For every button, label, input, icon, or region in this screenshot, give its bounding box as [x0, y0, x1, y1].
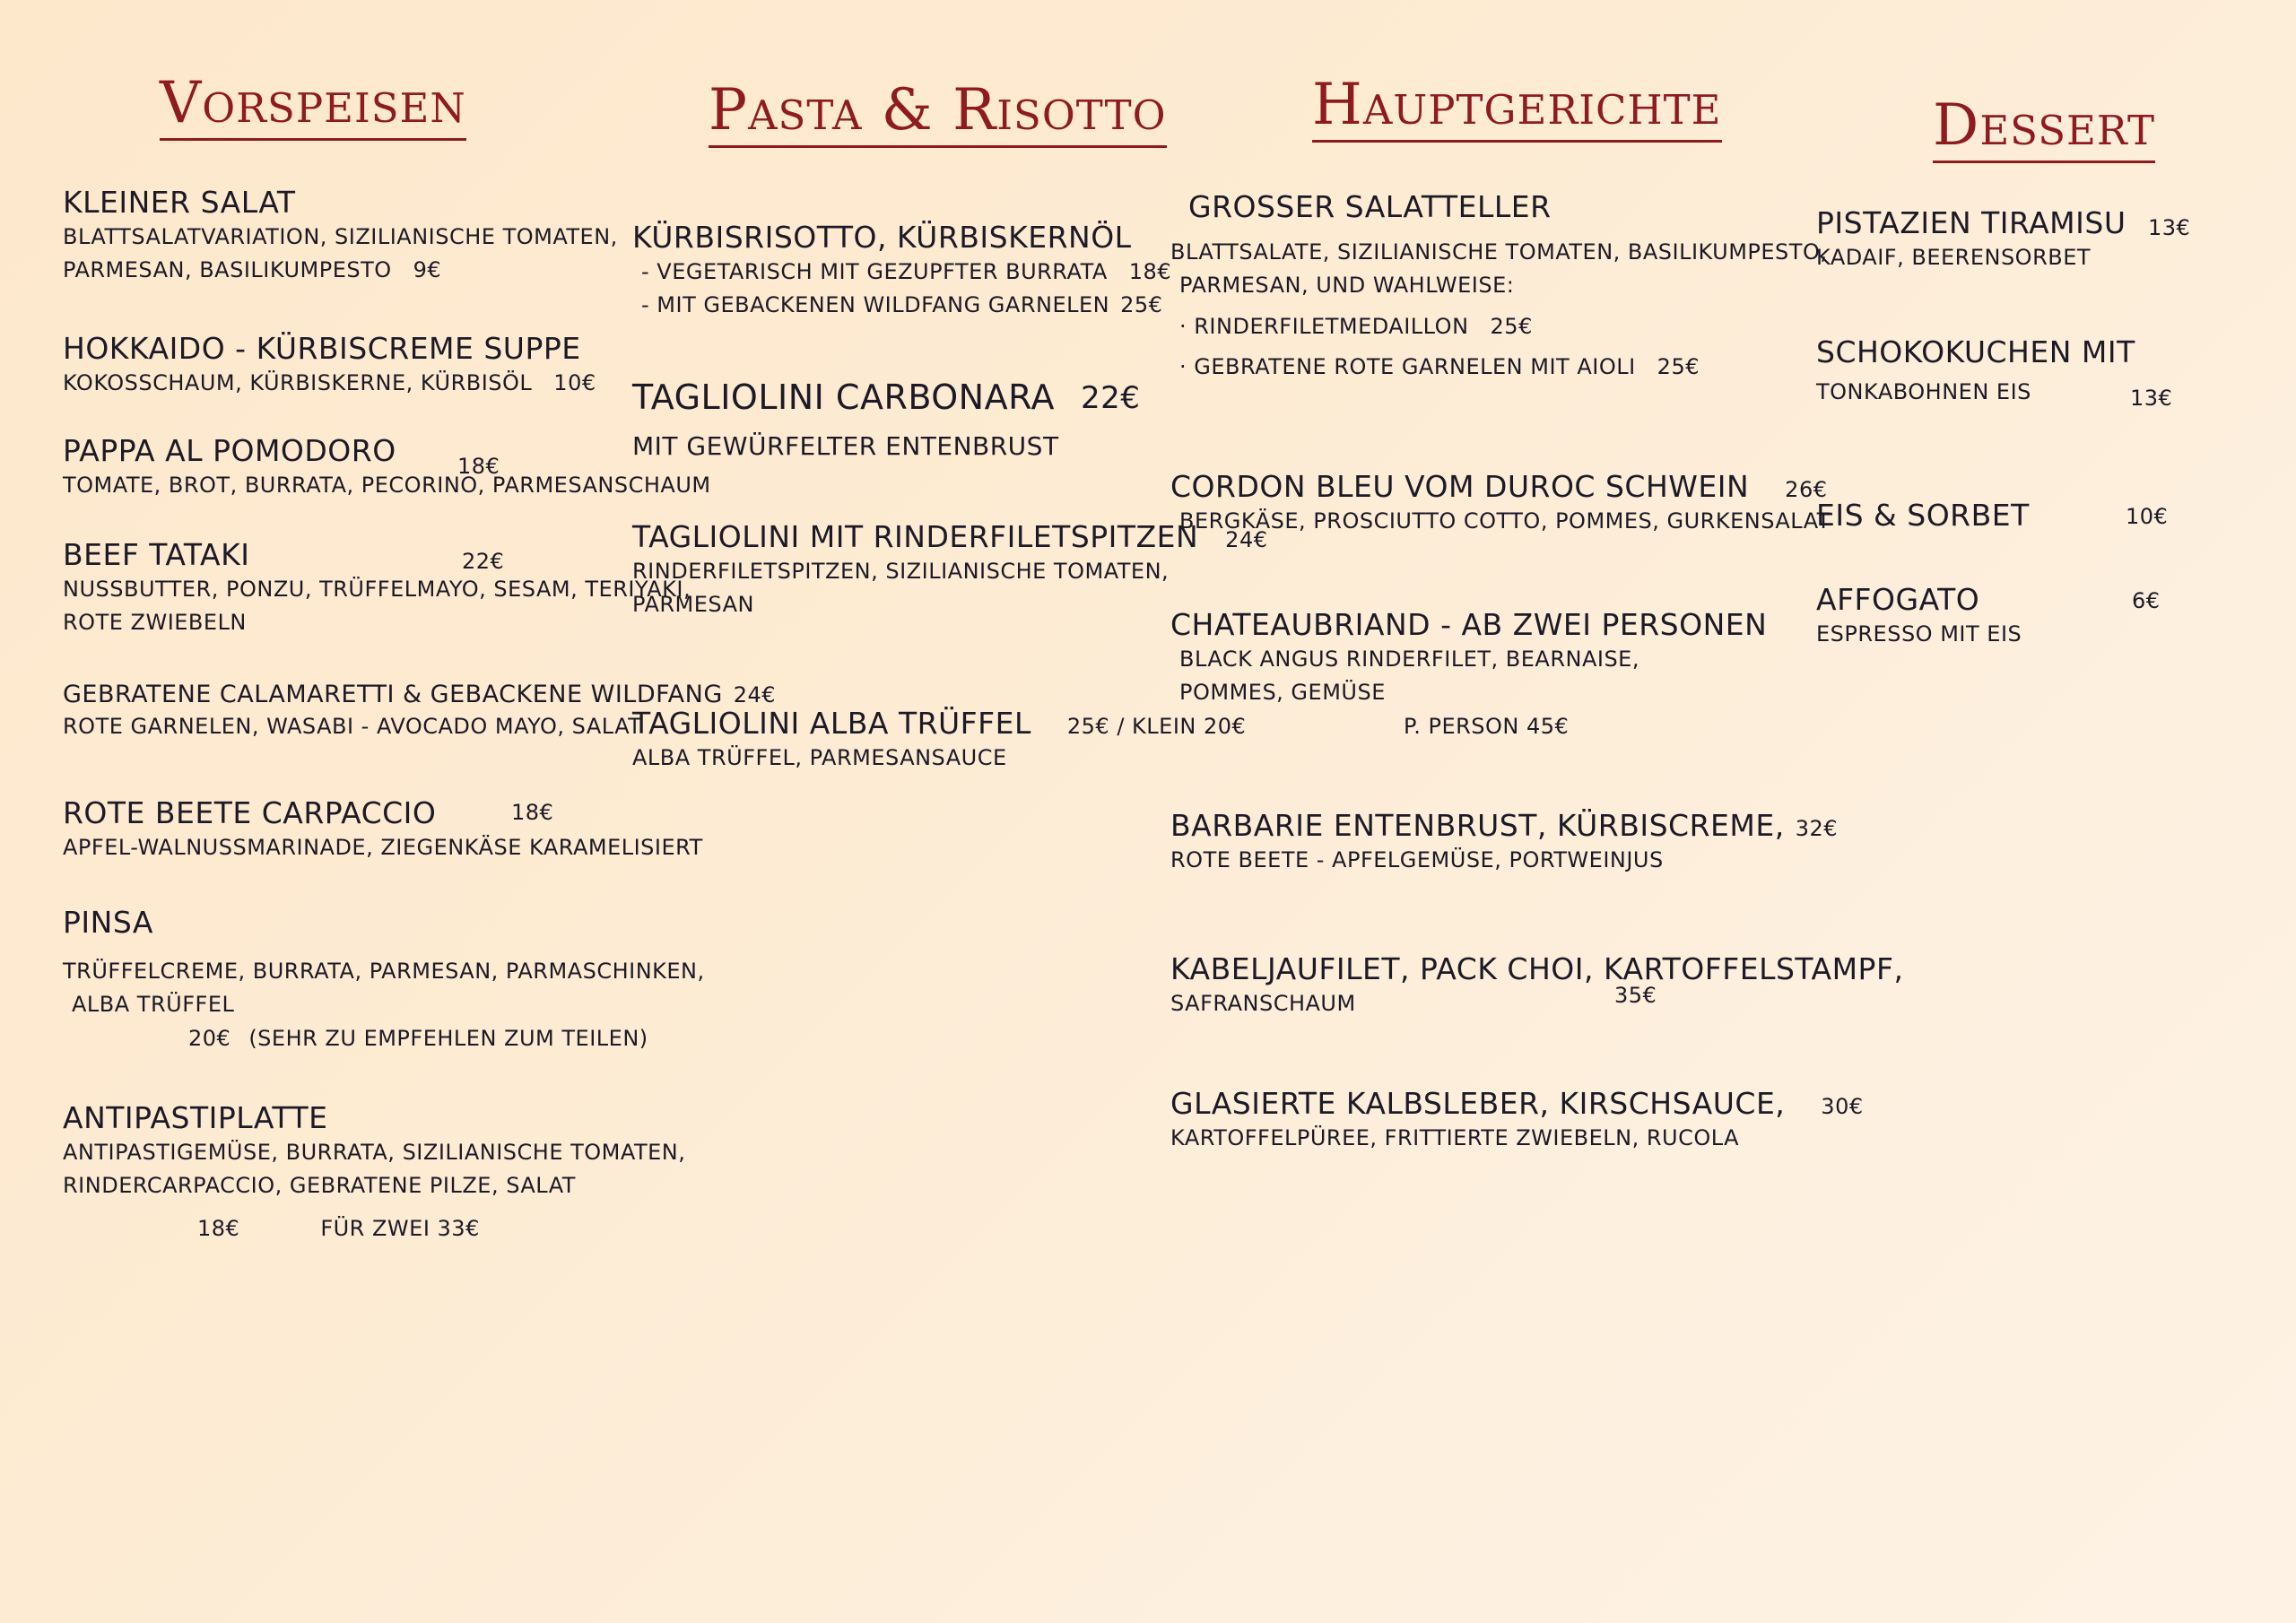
item-description: APFEL-WALNUSSMARINADE, ZIEGENKÄSE KARAMELISIERT	[63, 835, 703, 861]
item-title: ANTIPASTIPLATTE	[63, 1100, 328, 1135]
menu-item-tagliolini-alba-trueffel	[632, 705, 1246, 775]
item-price: 9€	[413, 257, 442, 283]
item-title: BARBARIE ENTENBRUST, KÜRBISCREME,	[1170, 808, 1785, 843]
item-description: BLACK ANGUS RINDERFILET, BEARNAISE,	[1179, 647, 1639, 673]
menu-item-kleiner-salat	[63, 184, 618, 288]
menu-item-kabeljaufilet	[1170, 950, 1903, 1020]
menu-item-cordon-bleu	[1170, 468, 1831, 538]
menu-item-pistazien-tiramisu	[1816, 204, 2191, 274]
item-price: 24€	[1225, 527, 1268, 552]
item-description: ROTE GARNELEN, WASABI - AVOCADO MAYO, SALAT	[63, 713, 642, 739]
item-price: 18€	[511, 800, 554, 825]
item-description: ROTE BEETE - APFELGEMÜSE, PORTWEINJUS	[1170, 847, 1664, 873]
item-option: · GEBRATENE ROTE GARNELEN MIT AIOLI	[1179, 353, 1636, 379]
item-price: 30€	[1821, 1094, 1864, 1119]
menu-item-chateaubriand	[1170, 606, 1767, 743]
item-title: AFFOGATO	[1816, 582, 1980, 617]
item-price: 25€	[1657, 353, 1700, 379]
section-heading-pasta-risotto: Pasta & Risotto	[709, 79, 1167, 148]
section-heading-vorspeisen: Vorspeisen	[160, 72, 466, 141]
item-description: - MIT GEBACKENEN WILDFANG GARNELEN	[641, 292, 1110, 318]
menu-item-barbarie-entenbrust	[1170, 807, 1838, 877]
item-description: TONKABOHNEN EIS	[1816, 379, 2031, 405]
item-price: 25€	[1120, 292, 1163, 318]
menu-item-beef-tataki	[63, 536, 691, 640]
section-heading-hauptgerichte: Hauptgerichte	[1312, 74, 1722, 143]
menu-item-antipastiplatte	[63, 1099, 685, 1245]
item-description: SAFRANSCHAUM	[1170, 991, 1356, 1017]
item-title: ROTE BEETE CARPACCIO	[63, 795, 437, 830]
item-title: CHATEAUBRIAND - AB ZWEI PERSONEN	[1170, 607, 1768, 642]
item-title: PISTAZIEN TIRAMISU	[1816, 205, 2126, 240]
item-price: 35€	[1614, 983, 1657, 1008]
item-price: 13€	[2148, 215, 2191, 240]
item-description: NUSSBUTTER, PONZU, TRÜFFELMAYO, SESAM, TERIYAKI,	[63, 577, 691, 603]
item-price: 18€	[1128, 259, 1172, 285]
menu-item-eis-sorbet	[1816, 497, 2169, 534]
item-description: MIT GEWÜRFELTER ENTENBRUST	[632, 430, 1059, 461]
item-description: KOKOSSCHAUM, KÜRBISKERNE, KÜRBISÖL	[63, 370, 533, 396]
item-title: SCHOKOKUCHEN MIT	[1816, 334, 2135, 369]
item-title: GLASIERTE KALBSLEBER, KIRSCHSAUCE,	[1170, 1086, 1786, 1121]
item-price: P. PERSON 45€	[1404, 713, 1570, 739]
menu-item-pappa-al-pomodoro	[63, 432, 711, 502]
item-option: · RINDERFILETMEDAILLON	[1179, 313, 1469, 339]
section-heading-dessert: Dessert	[1933, 94, 2155, 163]
item-description: BLATTSALATE, SIZILIANISCHE TOMATEN, BASILIKUMPESTO,	[1170, 239, 1828, 265]
item-description: PARMESAN, BASILIKUMPESTO	[63, 257, 392, 283]
item-price: 26€	[1785, 477, 1828, 502]
item-description: ANTIPASTIGEMÜSE, BURRATA, SIZILIANISCHE TOMATEN,	[63, 1140, 686, 1166]
menu-item-grosser-salatteller	[1170, 188, 1827, 384]
item-price: 25€ / KLEIN 20€	[1066, 714, 1247, 739]
item-price-for-two: FÜR ZWEI 33€	[320, 1215, 480, 1241]
item-price: 10€	[2126, 504, 2169, 529]
item-title: CORDON BLEU VOM DUROC SCHWEIN	[1170, 469, 1750, 504]
item-price: 6€	[2132, 588, 2161, 613]
item-description: KARTOFFELPÜREE, FRITTIERTE ZWIEBELN, RUCOLA	[1170, 1125, 1740, 1151]
item-description: ROTE ZWIEBELN	[63, 610, 247, 636]
item-description: TOMATE, BROT, BURRATA, PECORINO, PARMESANSCHAUM	[63, 473, 711, 499]
item-price: 22€	[1081, 380, 1141, 416]
item-description: RINDERCARPACCIO, GEBRATENE PILZE, SALAT	[63, 1173, 576, 1199]
menu-item-kuerbissuppe	[63, 330, 596, 400]
item-description: ESPRESSO MIT EIS	[1816, 621, 2022, 647]
item-title: HOKKAIDO - KÜRBISCREME SUPPE	[63, 331, 581, 366]
item-price: 13€	[2130, 386, 2173, 411]
item-title: GEBRATENE CALAMARETTI & GEBACKENE WILDFANG	[63, 681, 723, 708]
item-title: PAPPA AL POMODORO	[63, 433, 396, 468]
item-description: KADAIF, BEERENSORBET	[1816, 245, 2092, 271]
item-title: TAGLIOLINI MIT RINDERFILETSPITZEN	[632, 519, 1199, 554]
item-description: - VEGETARISCH MIT GEZUPFTER BURRATA	[641, 259, 1108, 285]
item-price: 18€	[197, 1215, 240, 1241]
item-title: PINSA	[63, 905, 153, 940]
item-price: 24€	[733, 682, 777, 707]
item-title: BEEF TATAKI	[63, 537, 250, 572]
item-price: 25€	[1490, 313, 1533, 339]
menu-item-pinsa	[63, 904, 705, 1055]
item-title: KLEINER SALAT	[63, 185, 296, 220]
item-description: PARMESAN, UND WAHLWEISE:	[1179, 273, 1515, 299]
menu-item-affogato	[1816, 581, 2161, 651]
item-title: TAGLIOLINI CARBONARA	[632, 378, 1055, 417]
item-title: KABELJAUFILET, PACK CHOI, KARTOFFELSTAMPF,	[1170, 951, 1904, 986]
menu-item-kuerbisrisotto	[632, 219, 1171, 323]
item-description: POMMES, GEMÜSE	[1179, 680, 1386, 706]
item-price: 22€	[462, 549, 505, 574]
item-title: GROSSER SALATTELLER	[1188, 189, 1552, 224]
menu-item-schokokuchen	[1816, 334, 2173, 411]
item-description: PARMESAN	[632, 592, 754, 618]
menu-item-tagliolini-carbonara	[632, 377, 1141, 465]
item-price: 18€	[457, 454, 500, 479]
menu-item-rote-beete-carpaccio	[63, 794, 703, 864]
item-title: EIS & SORBET	[1816, 498, 2030, 533]
item-description: ALBA TRÜFFEL, PARMESANSAUCE	[632, 745, 1007, 771]
item-description: BLATTSALATVARIATION, SIZILIANISCHE TOMATEN,	[63, 224, 618, 250]
item-description: TRÜFFELCREME, BURRATA, PARMESAN, PARMASCHINKEN,	[63, 959, 705, 985]
item-price: 10€	[553, 370, 596, 396]
item-title: TAGLIOLINI ALBA TRÜFFEL	[632, 706, 1031, 741]
item-price: 32€	[1795, 816, 1838, 841]
menu-item-kalbsleber	[1170, 1085, 1864, 1155]
item-title: KÜRBISRISOTTO, KÜRBISKERNÖL	[632, 220, 1132, 255]
item-description: BERGKÄSE, PROSCIUTTO COTTO, POMMES, GURKENSALAT	[1179, 508, 1831, 534]
item-description: ALBA TRÜFFEL	[72, 992, 235, 1018]
item-description: RINDERFILETSPITZEN, SIZILIANISCHE TOMATEN,	[632, 559, 1170, 585]
item-note: (SEHR ZU EMPFEHLEN ZUM TEILEN)	[248, 1025, 648, 1051]
item-price: 20€	[188, 1025, 231, 1051]
